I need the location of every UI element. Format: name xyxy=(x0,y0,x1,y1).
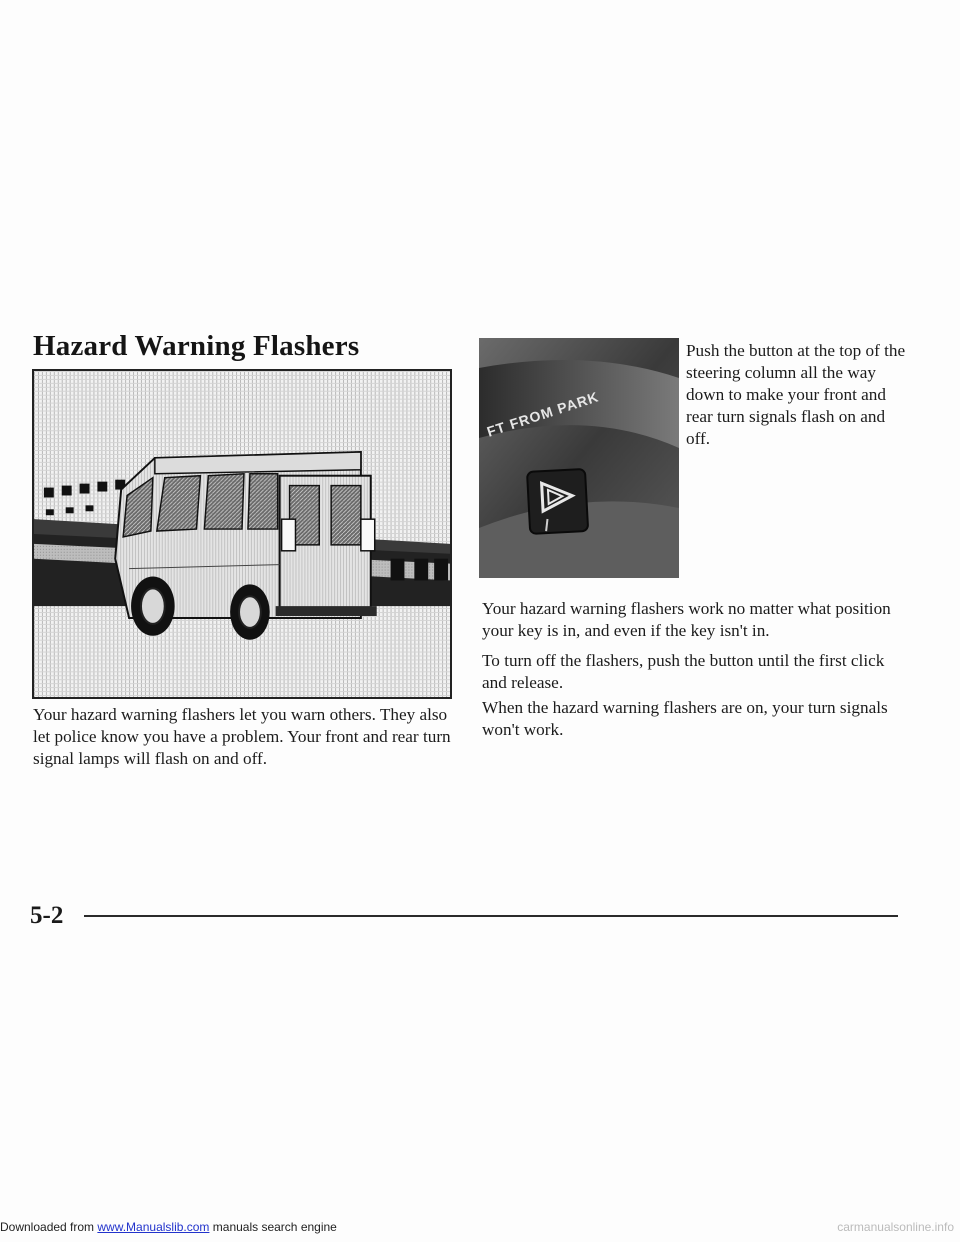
button-photo-label: FT FROM PARK xyxy=(484,388,601,440)
download-banner xyxy=(0,1220,337,1234)
hazard-button-photo xyxy=(479,338,679,578)
van-illustration xyxy=(32,369,452,699)
page-title: Hazard Warning Flashers xyxy=(33,330,360,362)
footer-rule xyxy=(84,915,898,917)
download-prefix: Downloaded from xyxy=(0,1220,98,1234)
download-suffix: manuals search engine xyxy=(209,1220,337,1234)
button-instruction-paragraph: Push the button at the top of the steering column all the way down to make your front and rear turn signals flash on and off. xyxy=(686,341,906,448)
watermark: carmanualsonline.info xyxy=(837,1220,954,1234)
intro-paragraph: Your hazard warning flashers let you warn others. They also let police know you have a problem. Your front and rear turn signal lamps will flash on and off. xyxy=(33,705,451,768)
turn-off-paragraph: To turn off the flashers, push the button until the first click and release. xyxy=(482,651,885,692)
turn-signals-paragraph: When the hazard warning flashers are on, your turn signals won't work. xyxy=(482,698,888,739)
key-position-paragraph: Your hazard warning flashers work no matter what position your key is in, and even if the key isn't in. xyxy=(482,599,891,640)
manualslib-link[interactable]: www.Manualslib.com xyxy=(97,1220,210,1234)
page-number: 5-2 xyxy=(30,902,64,929)
